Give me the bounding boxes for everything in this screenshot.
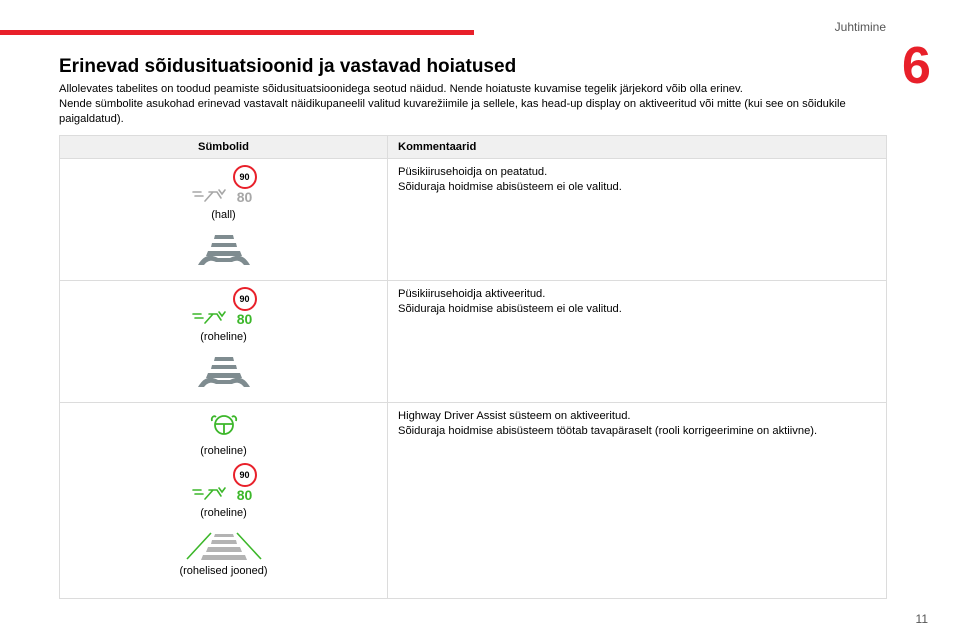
comment-line: Sõiduraja hoidmise abisüsteem ei ole valitud. [398, 181, 622, 193]
symbol-caption: (rohelised jooned) [179, 565, 268, 577]
section-title: Juhtimine [834, 20, 886, 34]
cruise-control-indicator [179, 463, 269, 503]
comment-line: Sõiduraja hoidmise abisüsteem ei ole valitud. [398, 303, 622, 315]
symbol-caption: (hall) [211, 209, 236, 221]
comment-line: Sõiduraja hoidmise abisüsteem töötab tavapäraselt (rooli korrigeerimine on aktiivne). [398, 425, 818, 437]
symbols-cell [60, 281, 388, 403]
comments-cell [388, 159, 887, 281]
set-speed-value: 80 [236, 311, 253, 327]
lane-keeping-green-icon [183, 531, 265, 561]
speed-limit-sign: 90 [233, 463, 257, 487]
intro-paragraph: Nende sümbolite asukohad erinevad vastavalt näidikupaneelil valitud kuvarežiimile ja sellele, kas head-up display on aktiveeritud või mitte (kui see on sõidukile paigaldatud). [59, 98, 846, 125]
symbols-cell [60, 159, 388, 281]
chapter-number: 6 [902, 37, 931, 95]
lane-keeping-grey-icon [196, 355, 252, 389]
symbol-caption: (roheline) [200, 331, 247, 343]
page-title: Erinevad sõidusituatsioonid ja vastavad hoiatused [59, 56, 517, 77]
column-header-comments: Kommentaarid [388, 136, 887, 159]
steering-wheel-hands-icon [209, 411, 239, 437]
comments-cell [388, 403, 887, 599]
cruise-control-icon [191, 484, 227, 502]
intro-text [59, 82, 879, 127]
column-header-symbols: Sümbolid [60, 136, 388, 159]
speed-limit-sign: 90 [233, 287, 257, 311]
set-speed-value: 80 [236, 487, 253, 503]
cruise-control-icon [191, 308, 227, 326]
warnings-table [59, 135, 887, 599]
speed-limit-sign: 90 [233, 165, 257, 189]
lane-keeping-grey-icon [196, 233, 252, 267]
comments-cell [388, 281, 887, 403]
symbol-caption: (roheline) [200, 445, 247, 457]
cruise-control-indicator [179, 165, 269, 205]
comment-line: Highway Driver Assist süsteem on aktiveeritud. [398, 410, 631, 422]
symbols-cell [60, 403, 388, 599]
cruise-control-icon [191, 186, 227, 204]
page-number: 11 [915, 612, 928, 626]
table-row [60, 281, 887, 403]
table-row [60, 403, 887, 599]
set-speed-value: 80 [236, 189, 253, 205]
intro-paragraph: Allolevates tabelites on toodud peamiste sõidusituatsioonidega seotud näidud. Nende hoiatuste kuvamise tegelik järjekord võib olla erinev. [59, 83, 743, 95]
table-row [60, 159, 887, 281]
comment-line: Püsikiirusehoidja on peatatud. [398, 166, 548, 178]
comment-line: Püsikiirusehoidja aktiveeritud. [398, 288, 546, 300]
cruise-control-indicator [179, 287, 269, 327]
header-accent-bar [0, 30, 474, 35]
symbol-caption: (roheline) [200, 507, 247, 519]
